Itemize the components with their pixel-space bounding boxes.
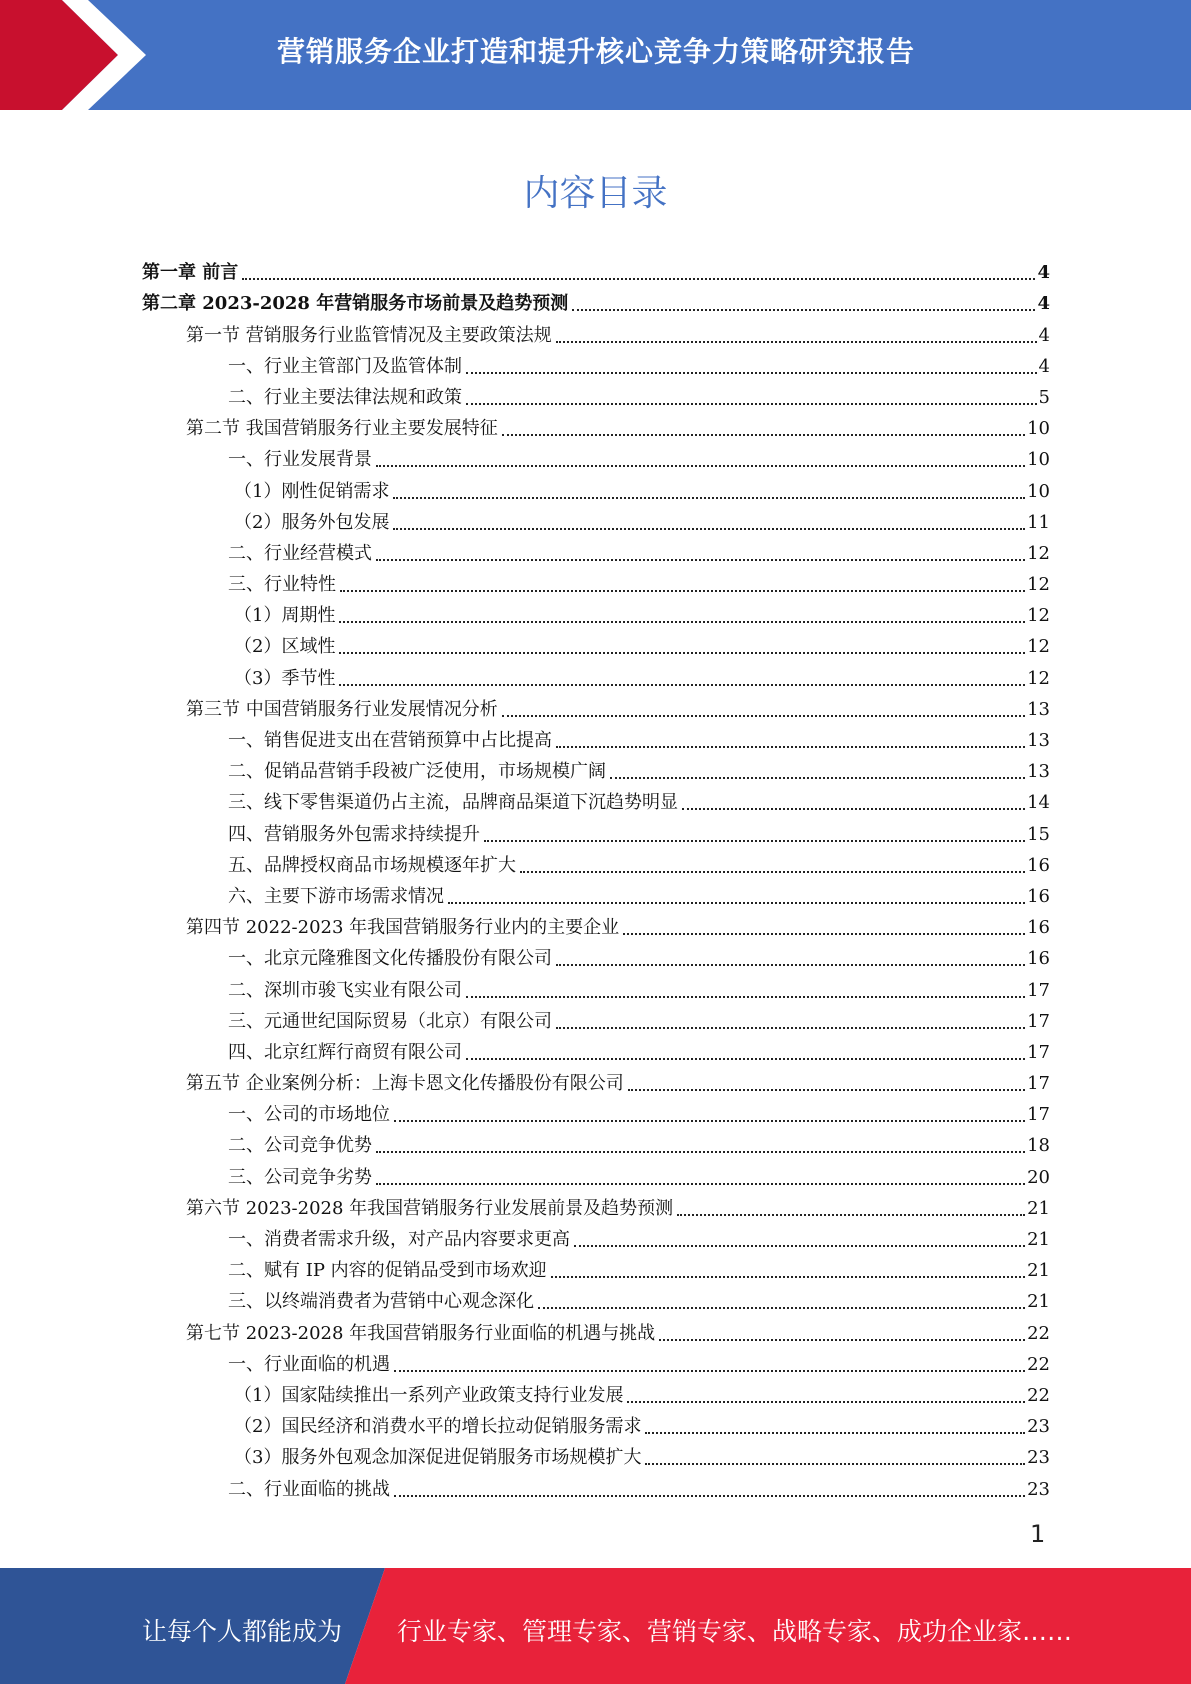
toc-leader-dots — [466, 996, 1025, 998]
toc-entry-page: 12 — [1027, 636, 1050, 658]
toc-entry[interactable] — [142, 847, 1050, 878]
toc-leader-dots — [677, 1214, 1025, 1216]
toc-leader-dots — [394, 1120, 1025, 1122]
toc-entry[interactable] — [142, 597, 1050, 628]
toc-entry-page: 17 — [1027, 1010, 1050, 1032]
toc-entry-page: 17 — [1027, 1073, 1050, 1095]
toc-entry[interactable] — [142, 909, 1050, 940]
toc-entry-label: （1）刚性促销需求 — [234, 480, 390, 502]
toc-leader-dots — [556, 341, 1037, 343]
toc-entry[interactable] — [142, 878, 1050, 909]
toc-entry-label: 二、促销品营销手段被广泛使用，市场规模广阔 — [228, 761, 606, 783]
toc-entry-page: 16 — [1027, 917, 1050, 939]
toc-entry-label: 二、行业面临的挑战 — [228, 1478, 390, 1500]
toc-entry-label: 第一章 前言 — [142, 262, 239, 284]
toc-entry-page: 21 — [1027, 1260, 1050, 1282]
toc-entry-label: 一、公司的市场地位 — [228, 1104, 390, 1126]
footer-band — [0, 1568, 1191, 1684]
toc-entry-label: 二、赋有 IP 内容的促销品受到市场欢迎 — [228, 1260, 547, 1282]
toc-entry-page: 22 — [1027, 1322, 1050, 1344]
toc-entry[interactable] — [142, 348, 1050, 379]
toc-entry-label: 一、消费者需求升级，对产品内容要求更高 — [228, 1229, 570, 1250]
toc-entry[interactable] — [142, 691, 1050, 722]
toc-entry-label: （2）服务外包发展 — [234, 511, 390, 533]
toc-entry[interactable] — [142, 1096, 1050, 1127]
toc-entry-label: （1）国家陆续推出一系列产业政策支持行业发展 — [234, 1384, 624, 1406]
toc-entry[interactable] — [142, 1346, 1050, 1377]
footer-slogan-right: 行业专家、管理专家、营销专家、战略专家、成功企业家…… — [397, 1617, 1073, 1646]
toc-entry-page: 5 — [1038, 386, 1050, 408]
toc-entry[interactable] — [142, 1158, 1050, 1189]
toc-entry[interactable] — [142, 1003, 1050, 1034]
toc-leader-dots — [394, 1495, 1025, 1497]
toc-leader-dots — [376, 1151, 1025, 1153]
toc-entry-label: 三、以终端消费者为营销中心观念深化 — [228, 1291, 534, 1313]
toc-leader-dots — [556, 1027, 1025, 1029]
toc-entry-page: 21 — [1027, 1229, 1050, 1250]
toc-entry-label: 第四节 2022-2023 年我国营销服务行业内的主要企业 — [186, 917, 620, 939]
toc-entry[interactable] — [142, 1221, 1050, 1252]
toc-entry-page: 15 — [1027, 823, 1050, 845]
toc-leader-dots — [627, 1401, 1025, 1403]
toc-entry-label: （2）区域性 — [234, 636, 336, 658]
report-title: 营销服务企业打造和提升核心竞争力策略研究报告 — [277, 35, 916, 68]
toc-entry[interactable] — [142, 659, 1050, 690]
toc-entry-label: 一、北京元隆雅图文化传播股份有限公司 — [228, 948, 552, 970]
toc-entry-page: 23 — [1027, 1447, 1050, 1469]
toc-leader-dots — [659, 1339, 1025, 1341]
page-number: 1 — [1030, 1520, 1046, 1548]
toc-entry-page: 17 — [1027, 979, 1050, 1001]
toc-leader-dots — [610, 777, 1025, 779]
toc-leader-dots — [623, 933, 1025, 935]
toc-entry-label: 四、北京红辉行商贸有限公司 — [228, 1041, 462, 1063]
toc-entry-page: 16 — [1027, 885, 1050, 907]
toc-entry[interactable] — [142, 1377, 1050, 1408]
toc-leader-dots — [574, 1245, 1025, 1247]
toc-leader-dots — [466, 1058, 1025, 1060]
toc-entry-page: 21 — [1027, 1291, 1050, 1313]
toc-leader-dots — [339, 684, 1025, 686]
report-header-band — [0, 0, 1191, 110]
toc-leader-dots — [242, 278, 1035, 280]
toc-entry-page: 4 — [1038, 324, 1050, 346]
toc-leader-dots — [682, 808, 1025, 810]
toc-leader-dots — [572, 309, 1035, 311]
toc-entry-page: 17 — [1027, 1041, 1050, 1063]
toc-leader-dots — [556, 964, 1025, 966]
toc-entry-label: 三、线下零售渠道仍占主流，品牌商品渠道下沉趋势明显 — [228, 792, 678, 814]
toc-entry-label: （3）季节性 — [234, 667, 336, 689]
toc-entry-label: 第二章 2023-2028 年营销服务市场前景及趋势预测 — [142, 293, 569, 315]
toc-entry[interactable] — [142, 1283, 1050, 1314]
toc-entry[interactable] — [142, 285, 1050, 316]
table-of-contents — [142, 254, 1050, 1502]
toc-entry[interactable] — [142, 1190, 1050, 1221]
toc-entry-page: 10 — [1027, 418, 1050, 440]
toc-entry[interactable] — [142, 1065, 1050, 1096]
footer-slogan-left: 让每个人都能成为 — [142, 1617, 343, 1646]
toc-entry-label: 二、行业主要法律法规和政策 — [228, 386, 462, 408]
toc-entry-page: 17 — [1027, 1104, 1050, 1126]
toc-entry-label: 五、品牌授权商品市场规模逐年扩大 — [228, 854, 516, 876]
toc-entry[interactable] — [142, 971, 1050, 1002]
toc-entry-page: 22 — [1027, 1384, 1050, 1406]
toc-entry-label: 二、公司竞争优势 — [228, 1135, 372, 1157]
toc-entry-page: 11 — [1027, 511, 1050, 533]
toc-entry-page: 18 — [1027, 1135, 1050, 1157]
toc-entry-label: 三、元通世纪国际贸易（北京）有限公司 — [228, 1010, 552, 1032]
toc-entry-page: 4 — [1038, 355, 1050, 377]
toc-leader-dots — [645, 1463, 1025, 1465]
toc-leader-dots — [466, 372, 1037, 374]
toc-entry[interactable] — [142, 1439, 1050, 1470]
toc-entry-page: 4 — [1037, 293, 1050, 315]
toc-entry-page: 4 — [1037, 262, 1050, 284]
toc-entry-label: 一、行业面临的机遇 — [228, 1353, 390, 1375]
toc-entry-label: 第一节 营销服务行业监管情况及主要政策法规 — [186, 324, 552, 346]
toc-entry-label: 四、营销服务外包需求持续提升 — [228, 823, 480, 845]
toc-entry[interactable] — [142, 566, 1050, 597]
toc-leader-dots — [394, 1370, 1025, 1372]
toc-entry-label: 二、深圳市骏飞实业有限公司 — [228, 979, 462, 1001]
toc-leader-dots — [376, 1183, 1025, 1185]
toc-entry[interactable] — [142, 940, 1050, 971]
toc-entry-page: 20 — [1027, 1166, 1050, 1188]
toc-entry-label: 六、主要下游市场需求情况 — [228, 885, 444, 907]
toc-entry-page: 16 — [1027, 854, 1050, 876]
toc-entry-label: 三、公司竞争劣势 — [228, 1166, 372, 1188]
toc-entry-page: 23 — [1027, 1416, 1050, 1438]
toc-entry[interactable] — [142, 1034, 1050, 1065]
toc-entry-label: 第七节 2023-2028 年我国营销服务行业面临的机遇与挑战 — [186, 1322, 656, 1344]
toc-leader-dots — [393, 497, 1025, 499]
toc-entry-label: （3）服务外包观念加深促进促销服务市场规模扩大 — [234, 1447, 642, 1469]
toc-leader-dots — [339, 652, 1025, 654]
toc-leader-dots — [520, 871, 1025, 873]
toc-entry[interactable] — [142, 410, 1050, 441]
toc-entry[interactable] — [142, 504, 1050, 535]
toc-leader-dots — [393, 528, 1025, 530]
toc-entry[interactable] — [142, 753, 1050, 784]
toc-entry-label: 第五节 企业案例分析：上海卡恩文化传播股份有限公司 — [186, 1073, 624, 1095]
toc-entry[interactable] — [142, 1408, 1050, 1439]
toc-entry-page: 12 — [1027, 542, 1050, 564]
toc-entry-page: 12 — [1027, 574, 1050, 596]
toc-entry-page: 13 — [1027, 698, 1050, 720]
toc-entry-label: 三、行业特性 — [228, 574, 336, 596]
toc-leader-dots — [502, 715, 1025, 717]
toc-leader-dots — [466, 403, 1037, 405]
toc-leader-dots — [538, 1307, 1025, 1309]
toc-entry-page: 21 — [1027, 1197, 1050, 1219]
toc-leader-dots — [484, 840, 1025, 842]
toc-leader-dots — [448, 902, 1025, 904]
toc-entry[interactable] — [142, 628, 1050, 659]
toc-title: 内容目录 — [523, 173, 668, 214]
toc-entry[interactable] — [142, 722, 1050, 753]
toc-entry[interactable] — [142, 535, 1050, 566]
toc-entry-label: （1）周期性 — [234, 605, 336, 627]
toc-leader-dots — [551, 1276, 1025, 1278]
toc-leader-dots — [376, 559, 1025, 561]
toc-entry[interactable] — [142, 472, 1050, 503]
toc-entry-page: 10 — [1027, 449, 1050, 471]
toc-entry[interactable] — [142, 1314, 1050, 1345]
toc-entry-label: 一、行业主管部门及监管体制 — [228, 355, 462, 377]
toc-entry-page: 23 — [1027, 1478, 1050, 1500]
toc-entry-page: 13 — [1027, 761, 1050, 783]
toc-entry-label: 第三节 中国营销服务行业发展情况分析 — [186, 698, 498, 720]
toc-leader-dots — [340, 590, 1025, 592]
toc-leader-dots — [556, 746, 1025, 748]
toc-entry-page: 16 — [1027, 948, 1050, 970]
toc-entry-label: 第二节 我国营销服务行业主要发展特征 — [186, 418, 498, 440]
toc-entry-label: 一、行业发展背景 — [228, 449, 372, 471]
toc-entry-page: 22 — [1027, 1353, 1050, 1375]
toc-entry[interactable] — [142, 254, 1050, 285]
toc-entry[interactable] — [142, 1470, 1050, 1501]
toc-entry[interactable] — [142, 316, 1050, 347]
toc-entry[interactable] — [142, 441, 1050, 472]
toc-entry[interactable] — [142, 1252, 1050, 1283]
toc-entry[interactable] — [142, 379, 1050, 410]
toc-entry-label: （2）国民经济和消费水平的增长拉动促销服务需求 — [234, 1416, 642, 1438]
toc-leader-dots — [502, 434, 1025, 436]
toc-leader-dots — [628, 1089, 1025, 1091]
toc-leader-dots — [645, 1432, 1025, 1434]
toc-entry[interactable] — [142, 784, 1050, 815]
toc-entry-label: 第六节 2023-2028 年我国营销服务行业发展前景及趋势预测 — [186, 1197, 674, 1219]
toc-leader-dots — [339, 621, 1025, 623]
toc-entry-page: 12 — [1027, 605, 1050, 627]
toc-entry-page: 10 — [1027, 480, 1050, 502]
toc-entry-label: 一、销售促进支出在营销预算中占比提高 — [228, 730, 552, 751]
toc-entry-page: 12 — [1027, 667, 1050, 689]
toc-entry[interactable] — [142, 1127, 1050, 1158]
toc-leader-dots — [376, 465, 1025, 467]
toc-entry-label: 二、行业经营模式 — [228, 542, 372, 564]
toc-entry[interactable] — [142, 815, 1050, 846]
toc-entry-page: 14 — [1027, 792, 1050, 814]
toc-entry-page: 13 — [1027, 730, 1050, 751]
